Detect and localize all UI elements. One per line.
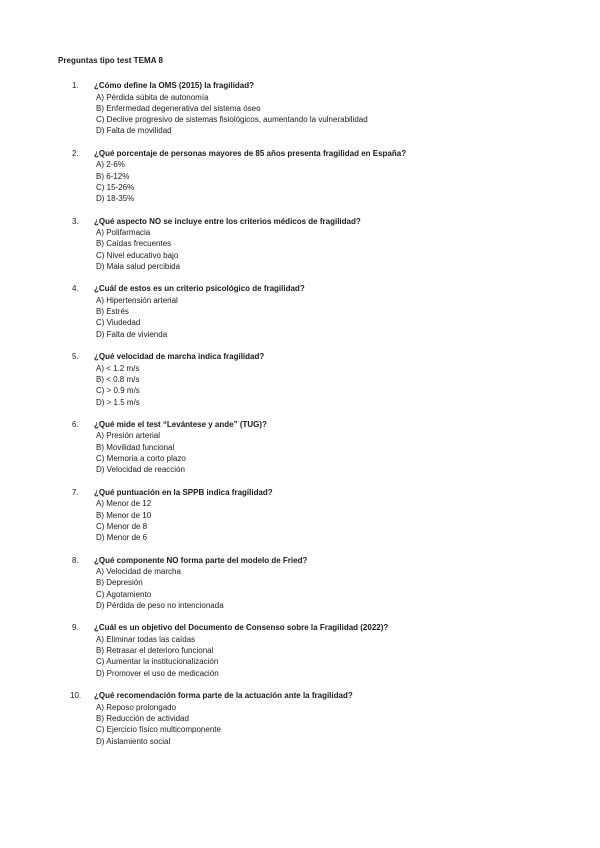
answer-option: D) 18-35% [96,194,135,204]
question-number: 1. [72,81,79,90]
answer-option: D) Aislamiento social [96,736,171,746]
answer-option: B) Movilidad funcional [96,442,175,452]
answer-option: B) Depresión [96,578,143,588]
question-text: ¿Qué mide el test “Levántese y ande” (TUG)? [94,419,267,429]
answer-option: C) Aumentar la institucionalización [96,657,219,667]
question-text: ¿Qué velocidad de marcha indica fragilidad? [94,352,265,362]
question-list [0,80,600,758]
question-item [0,351,600,419]
question-item [0,622,600,690]
answer-option: B) < 0.8 m/s [96,374,140,384]
answer-option: C) Declive progresivo de sistemas fisiológicos, aumentando la vulnerabilidad [96,115,368,125]
question-item [0,555,600,623]
question-item [0,690,600,758]
answer-option: A) Polifarmacia [96,228,151,238]
question-text: ¿Qué puntuación en la SPPB indica fragilidad? [94,487,273,497]
question-number: 3. [72,216,79,226]
answer-option: A) Velocidad de marcha [96,567,181,577]
answer-options [96,498,151,543]
answer-options [96,227,180,272]
answer-option: C) Nivel educativo bajo [96,250,179,260]
question-text: ¿Cuál es un objetivo del Documento de Consenso sobre la Fragilidad (2022)? [94,623,389,633]
question-item [0,487,600,555]
answer-option: A) Menor de 12 [96,499,152,509]
answer-option: D) Menor de 6 [96,533,148,543]
question-number: 9. [72,623,79,633]
answer-option: C) Agotamiento [96,589,152,599]
answer-options [96,702,221,747]
question-text: ¿Qué porcentaje de personas mayores de 85 años presenta fragilidad en España? [94,148,407,158]
answer-option: C) Memoria a corto plazo [96,454,186,464]
answer-option: A) Pérdida súbita de autonomía [96,92,209,102]
question-number: 5. [72,352,79,362]
answer-option: D) > 1.5 m/s [96,397,140,407]
answer-option: D) Falta de vivienda [96,329,168,339]
answer-option: B) Reducción de actividad [96,713,189,723]
answer-option: C) Viudedad [96,318,141,328]
answer-options [96,430,186,475]
answer-option: B) 6-12% [96,171,130,181]
question-number: 2. [72,148,79,158]
question-number: 4. [72,284,79,294]
answer-option: D) Promover el uso de medicación [96,668,219,678]
answer-options [96,159,134,204]
answer-option: A) 2-6% [96,160,125,170]
answer-option: A) Hipertensión arterial [96,295,178,305]
answer-option: C) 15-26% [96,182,135,192]
answer-option: B) Retrasar el deterioro funcional [96,646,214,656]
answer-option: B) Estrés [96,307,129,317]
answer-options [96,566,224,611]
document-title: Preguntas tipo test TEMA 8 [58,56,164,65]
question-text: ¿Qué aspecto NO se incluye entre los criterios médicos de fragilidad? [94,216,361,226]
answer-options [96,92,368,137]
question-item [0,80,600,148]
answer-option: B) Menor de 10 [96,510,152,520]
question-text: ¿Cuál de estos es un criterio psicológico de fragilidad? [94,284,305,294]
question-text: ¿Cómo define la OMS (2015) la fragilidad? [94,81,255,90]
answer-options [96,363,140,408]
question-item [0,419,600,487]
question-text: ¿Qué recomendación forma parte de la actuación ante la fragilidad? [94,691,353,701]
answer-option: A) Presión arterial [96,431,161,441]
question-text: ¿Qué componente NO forma parte del modelo de Fried? [94,555,308,565]
answer-option: C) Menor de 8 [96,521,148,531]
question-number: 7. [72,487,79,497]
answer-options [96,634,219,679]
answer-option: A) < 1.2 m/s [96,363,140,373]
question-item [0,283,600,351]
question-item [0,216,600,284]
answer-option: D) Mala salud percibida [96,261,181,271]
answer-option: D) Falta de movilidad [96,126,172,136]
answer-option: B) Caídas frecuentes [96,239,172,249]
question-item [0,148,600,216]
answer-option: A) Reposo prolongado [96,702,177,712]
question-number: 8. [72,555,79,565]
answer-option: D) Velocidad de reacción [96,465,185,475]
answer-options [96,295,178,340]
answer-option: A) Eliminar todas las caídas [96,634,196,644]
answer-option: C) Ejercicio físico multicomponente [96,725,221,735]
answer-option: B) Enfermedad degenerativa del sistema óseo [96,103,261,113]
answer-option: C) > 0.9 m/s [96,386,140,396]
question-number: 6. [72,419,79,429]
question-number: 10. [70,691,82,701]
answer-option: D) Pérdida de peso no intencionada [96,600,224,610]
